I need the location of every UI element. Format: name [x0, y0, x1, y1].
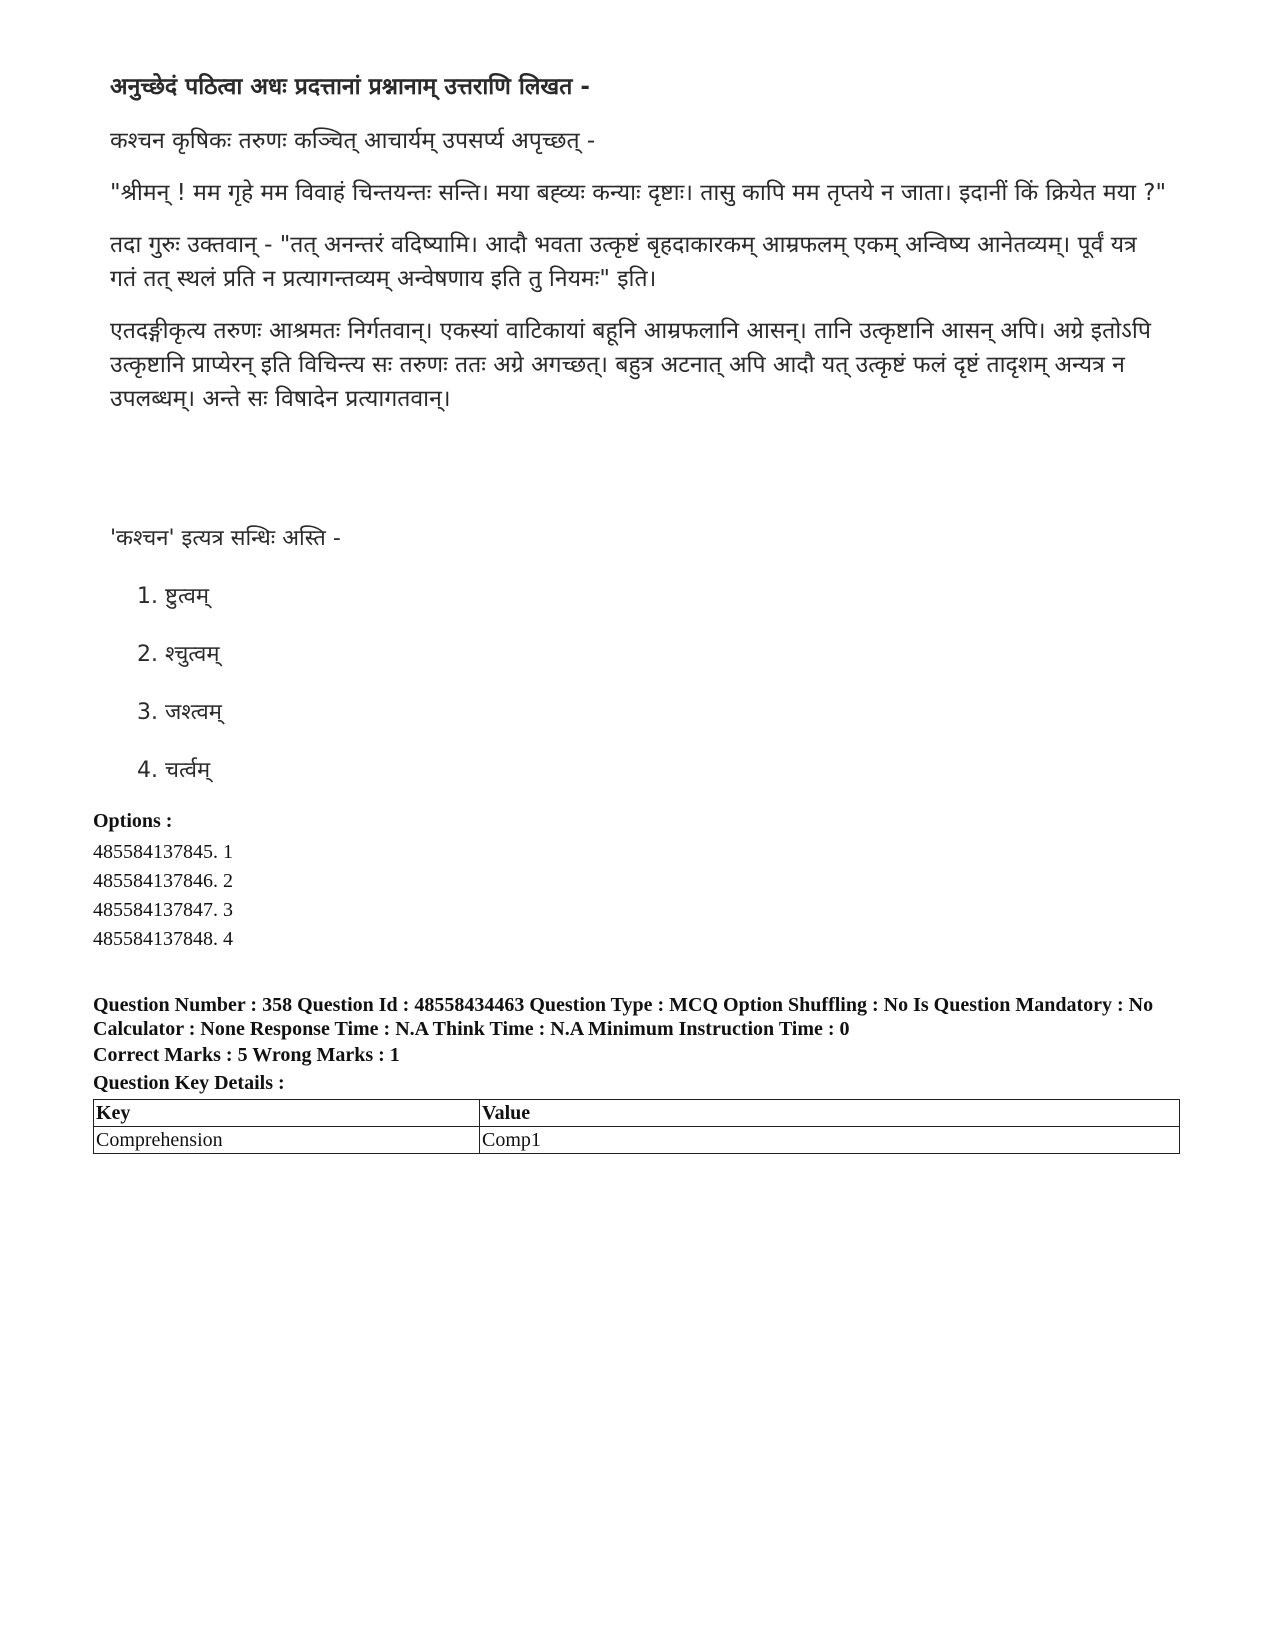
question-info: Question Number : 358 Question Id : 48558434463 Question Type : MCQ Option Shuffling : No Is Question Mandatory : No Calculator : None Response Time : N.A Think Time : N.A Minimum Instruction Time : 0 — [93, 994, 1154, 1040]
passage-instruction: अनुच्छेदं पठित्वा अधः प्रदत्तानां प्रश्नानाम् उत्तराणि लिखत - — [110, 74, 590, 100]
options-list — [93, 838, 233, 954]
key-details-heading: Question Key Details : — [93, 1072, 285, 1094]
key-details-table — [93, 1099, 1180, 1154]
table-header-row — [94, 1100, 1180, 1127]
question-choice: 2. श्चुत्वम् — [137, 642, 220, 667]
options-heading: Options : — [93, 810, 173, 832]
option-item: 485584137847. 3 — [93, 899, 233, 921]
option-item: 485584137845. 1 — [93, 841, 233, 863]
question-choice: 4. चर्त्वम् — [137, 758, 211, 783]
option-item: 485584137846. 2 — [93, 870, 233, 892]
passage-image — [110, 70, 1170, 434]
question-choices — [137, 580, 222, 812]
table-row — [94, 1127, 1180, 1154]
table-header-value: Value — [480, 1100, 1180, 1127]
question-choice: 3. जश्त्वम् — [137, 700, 222, 725]
passage-paragraph: "श्रीमन् ! मम गृहे मम विवाहं चिन्तयन्तः सन्ति। मया बह्व्यः कन्याः दृष्टाः। तासु कापि मम तृप्तये न जाता। इदानीं किं क्रियेत मया ?" — [110, 180, 1167, 206]
passage-paragraph: कश्चन कृषिकः तरुणः कञ्चित् आचार्यम् उपसर्प्य अपृच्छत् - — [110, 128, 596, 154]
table-cell-value: Comp1 — [480, 1127, 1180, 1154]
marks-info: Correct Marks : 5 Wrong Marks : 1 — [93, 1044, 400, 1066]
question-text: 'कश्चन' इत्यत्र सन्धिः अस्ति - — [110, 526, 341, 551]
question-choice: 1. ष्टुत्वम् — [137, 584, 210, 609]
table-header-key: Key — [94, 1100, 480, 1127]
passage-paragraph: एतदङ्गीकृत्य तरुणः आश्रमतः निर्गतवान्। एकस्यां वाटिकायां बहूनि आम्रफलानि आसन्। तानि उत्कृष्टानि आसन् अपि। अग्रे इतोऽपि उत्कृष्टानि प्राप्येरन् इति विचिन्त्य सः तरुणः ततः अग्रे अगच्छत्। बहुत्र अटनात् अपि आदौ यत् उत्कृष्टं फलं दृष्टं तादृशम् अन्यत्र न उपलब्धम्। अन्ते सः विषादेन प्रत्यागतवान्। — [110, 318, 1151, 412]
passage-paragraph: तदा गुरुः उक्तवान् - "तत् अनन्तरं वदिष्यामि। आदौ भवता उत्कृष्टं बृहदाकारकम् आम्रफलम् एकम् अन्विष्य आनेतव्यम्। पूर्वं यत्र गतं तत् स्थलं प्रति न प्रत्यागन्तव्यम् अन्वेषणाय इति तु नियमः" इति। — [110, 232, 1137, 292]
table-cell-key: Comprehension — [94, 1127, 480, 1154]
option-item: 485584137848. 4 — [93, 928, 233, 950]
